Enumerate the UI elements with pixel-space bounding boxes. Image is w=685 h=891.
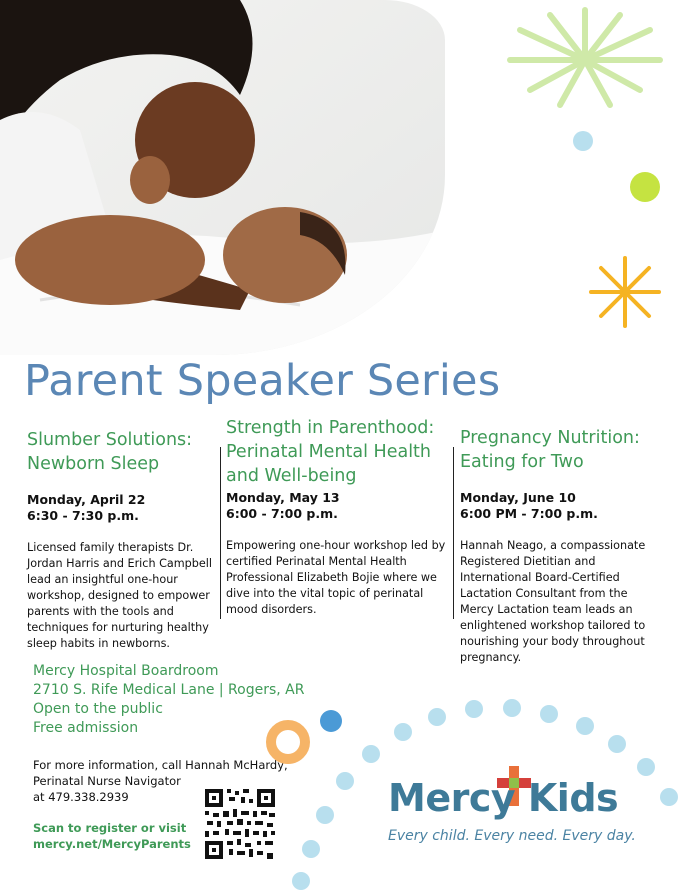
qr-code-icon[interactable]	[203, 787, 277, 861]
venue-name: Mercy Hospital Boardroom	[33, 663, 219, 679]
blue-dot-icon	[503, 699, 521, 717]
column-divider	[220, 447, 221, 619]
session-description: Licensed family therapists Dr. Jordan Harris and Erich Campbell lead an insightful one-hour workshop, designed to empower parents with the tools and techniques for nurturing healthy sleep habits in newborns.	[27, 541, 212, 650]
session-description: Empowering one-hour workshop led by certified Perinatal Mental Health Professional Elizabeth Bojie where we dive into the vital topic of perinatal mood disorders.	[226, 539, 446, 616]
blue-dot-icon	[394, 723, 412, 741]
blue-dot-icon	[302, 840, 320, 858]
session-title: Perinatal Mental Health	[226, 442, 432, 462]
session-title: Eating for Two	[460, 452, 584, 472]
page-title: Parent Speaker Series	[24, 356, 501, 406]
blue-dot-icon	[660, 788, 678, 806]
blue-dot-icon	[573, 131, 593, 151]
session-title: and Well-being	[226, 466, 357, 486]
register-info	[33, 820, 191, 852]
session-date: Monday, June 10	[460, 490, 576, 505]
blue-dot-icon	[576, 717, 594, 735]
register-link[interactable]: mercy.net/MercyParents	[33, 837, 191, 851]
venue-open: Open to the public	[33, 701, 163, 717]
session-title: Newborn Sleep	[27, 454, 160, 474]
green-starburst-icon	[500, 5, 670, 115]
session-time: 6:00 - 7:00 p.m.	[226, 506, 338, 521]
session-date: Monday, May 13	[226, 490, 340, 505]
contact-line: For more information, call Hannah McHardy,	[33, 758, 288, 772]
yellow-starburst-icon	[588, 255, 662, 329]
logo-tagline: Every child. Every need. Every day.	[388, 828, 636, 844]
session-pregnancy-nutrition	[460, 426, 660, 666]
session-date: Monday, April 22	[27, 492, 146, 507]
session-title: Slumber Solutions:	[27, 430, 193, 450]
venue-address: 2710 S. Rife Medical Lane | Rogers, AR	[33, 682, 305, 698]
blue-dot-icon	[362, 745, 380, 763]
hero-photo	[0, 0, 445, 355]
register-text: Scan to register or visit	[33, 821, 187, 835]
session-title: Pregnancy Nutrition:	[460, 428, 640, 448]
orange-ring-icon	[266, 720, 310, 764]
session-time: 6:00 PM - 7:00 p.m.	[460, 506, 598, 521]
session-strength-in-parenthood	[226, 416, 454, 618]
blue-dot-icon	[320, 710, 342, 732]
venue-admission: Free admission	[33, 720, 139, 736]
lime-dot-icon	[630, 172, 660, 202]
session-slumber-solutions	[27, 428, 217, 652]
session-title: Strength in Parenthood:	[226, 418, 435, 438]
session-time: 6:30 - 7:30 p.m.	[27, 508, 139, 523]
blue-dot-icon	[428, 708, 446, 726]
venue-info	[33, 662, 304, 738]
session-description: Hannah Neago, a compassionate Registered Dietitian and International Board-Certified Lactation Consultant from the Mercy Lactation team leads an enlightened workshop tailored to nourishing your body throughout pregnancy.	[460, 539, 646, 664]
contact-phone: at 479.338.2939	[33, 790, 129, 804]
mercy-kids-logo: Mercy Kids	[388, 776, 619, 820]
blue-dot-icon	[637, 758, 655, 776]
column-divider	[453, 447, 454, 619]
blue-dot-icon	[608, 735, 626, 753]
blue-dot-icon	[336, 772, 354, 790]
contact-line: Perinatal Nurse Navigator	[33, 774, 181, 788]
blue-dot-icon	[465, 700, 483, 718]
blue-dot-icon	[316, 806, 334, 824]
blue-dot-icon	[292, 872, 310, 890]
blue-dot-icon	[540, 705, 558, 723]
